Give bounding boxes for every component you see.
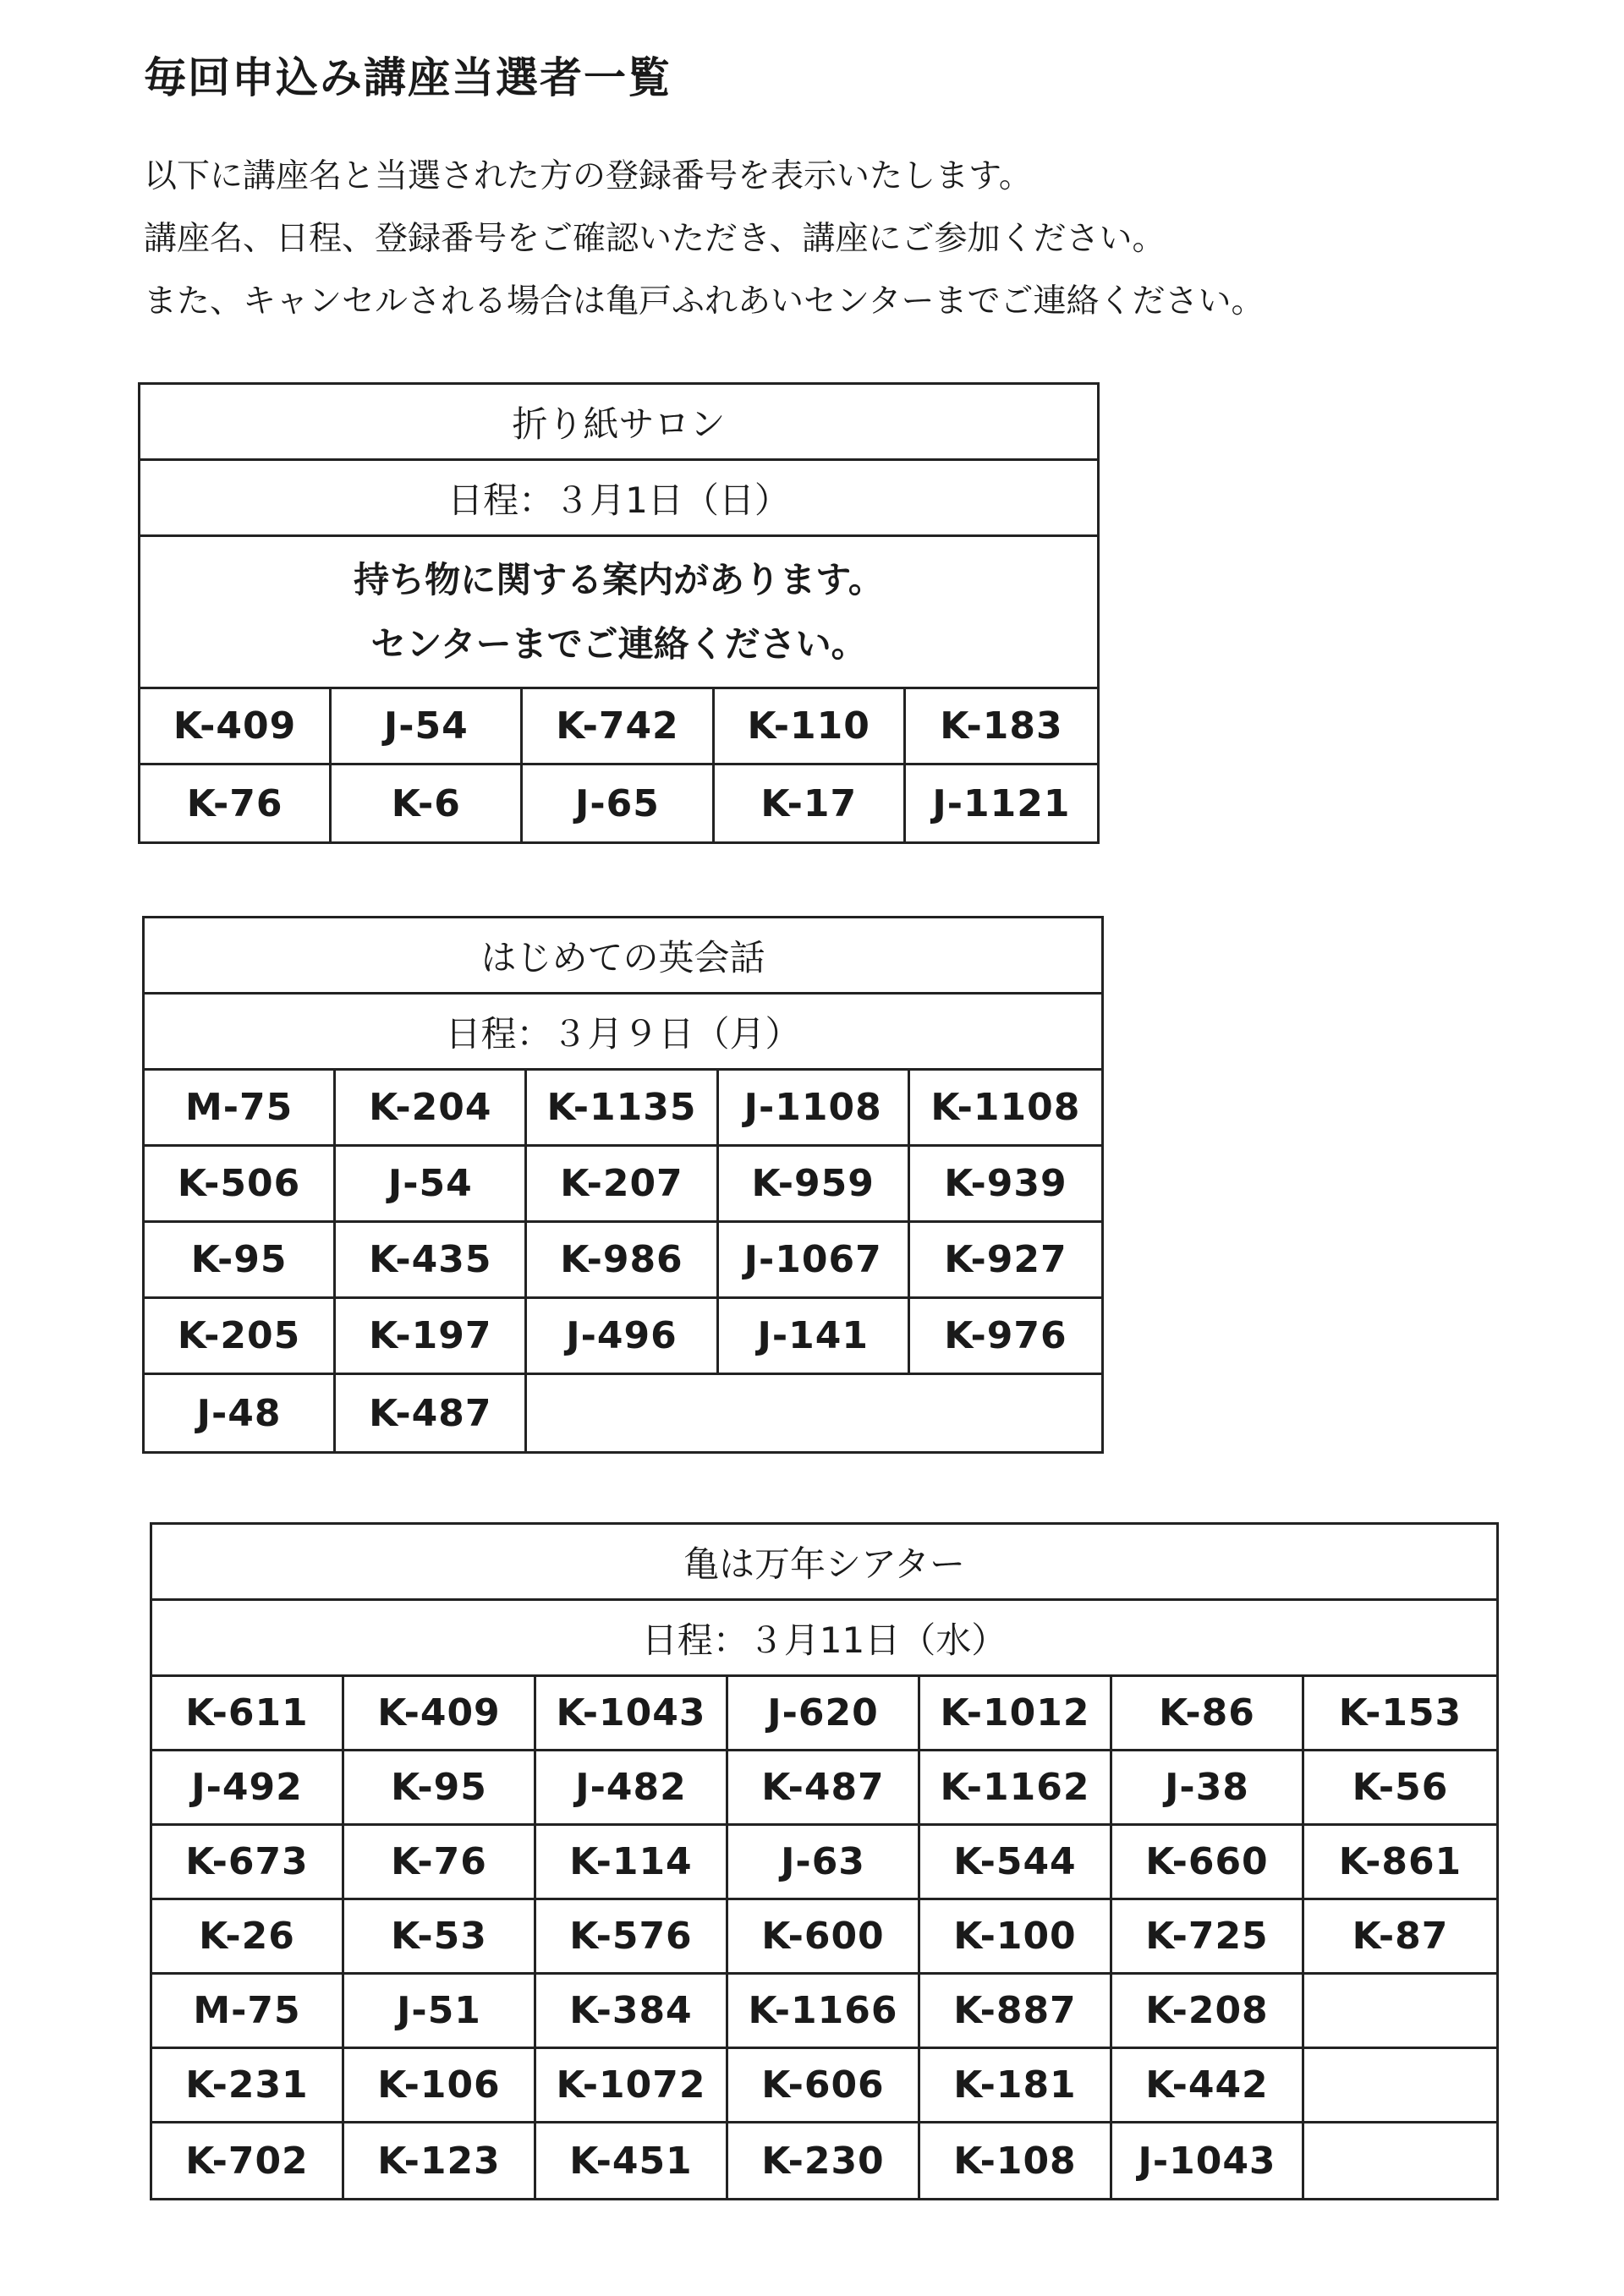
empty-cell bbox=[1304, 2049, 1496, 2123]
course-table-english bbox=[142, 916, 1104, 1454]
course-schedule: 日程：３月1日（日） bbox=[140, 461, 1097, 537]
registration-number-grid bbox=[145, 1071, 1101, 1451]
registration-number: K-123 bbox=[344, 2123, 536, 2198]
course-table-theater bbox=[150, 1522, 1499, 2200]
empty-cell bbox=[1304, 1975, 1496, 2049]
registration-number: J-1043 bbox=[1112, 2123, 1304, 2198]
registration-number: K-106 bbox=[344, 2049, 536, 2123]
registration-number: K-544 bbox=[920, 1826, 1112, 1900]
registration-number: K-1135 bbox=[527, 1071, 718, 1147]
intro-line-2: 講座名、日程、登録番号をご確認いただき、講座にご参加ください。 bbox=[144, 220, 1166, 258]
course-note-line-1: 持ち物に関する案内があります。 bbox=[354, 558, 884, 600]
course-schedule: 日程：３月９日（月） bbox=[145, 995, 1101, 1071]
registration-number: K-861 bbox=[1304, 1826, 1496, 1900]
intro-line-1: 以下に講座名と当選された方の登録番号を表示いたします。 bbox=[144, 157, 1032, 195]
registration-number: K-1012 bbox=[920, 1677, 1112, 1751]
registration-number: K-204 bbox=[336, 1071, 527, 1147]
registration-number: J-63 bbox=[728, 1826, 920, 1900]
page-title: 毎回申込み講座当選者一覧 bbox=[144, 53, 672, 102]
registration-number: K-181 bbox=[920, 2049, 1112, 2123]
course-name: はじめての英会話 bbox=[145, 918, 1101, 995]
registration-number: J-620 bbox=[728, 1677, 920, 1751]
registration-number: K-887 bbox=[920, 1975, 1112, 2049]
registration-number: K-205 bbox=[145, 1299, 336, 1375]
registration-number: K-114 bbox=[536, 1826, 728, 1900]
registration-number: K-673 bbox=[152, 1826, 344, 1900]
registration-number: K-725 bbox=[1112, 1900, 1304, 1975]
registration-number: K-26 bbox=[152, 1900, 344, 1975]
registration-number: K-76 bbox=[344, 1826, 536, 1900]
registration-number: K-939 bbox=[910, 1147, 1101, 1223]
registration-number: K-576 bbox=[536, 1900, 728, 1975]
registration-number: K-231 bbox=[152, 2049, 344, 2123]
registration-number: K-76 bbox=[140, 765, 332, 841]
registration-number: K-1072 bbox=[536, 2049, 728, 2123]
registration-number: K-435 bbox=[336, 1223, 527, 1299]
registration-number: J-51 bbox=[344, 1975, 536, 2049]
registration-number: K-506 bbox=[145, 1147, 336, 1223]
registration-number: K-95 bbox=[145, 1223, 336, 1299]
registration-number: J-482 bbox=[536, 1751, 728, 1826]
registration-number: J-54 bbox=[336, 1147, 527, 1223]
registration-number: J-65 bbox=[523, 765, 714, 841]
registration-number: K-409 bbox=[140, 689, 332, 765]
registration-number: K-1108 bbox=[910, 1071, 1101, 1147]
registration-number: K-53 bbox=[344, 1900, 536, 1975]
registration-number: K-56 bbox=[1304, 1751, 1496, 1826]
course-name: 亀は万年シアター bbox=[152, 1525, 1496, 1601]
registration-number: K-6 bbox=[332, 765, 523, 841]
registration-number: K-442 bbox=[1112, 2049, 1304, 2123]
registration-number-grid bbox=[140, 689, 1097, 841]
registration-number: K-959 bbox=[719, 1147, 910, 1223]
registration-number: J-38 bbox=[1112, 1751, 1304, 1826]
registration-number: J-48 bbox=[145, 1375, 336, 1451]
registration-number: K-100 bbox=[920, 1900, 1112, 1975]
registration-number: K-183 bbox=[906, 689, 1097, 765]
registration-number: K-207 bbox=[527, 1147, 718, 1223]
registration-number: K-1043 bbox=[536, 1677, 728, 1751]
registration-number: K-208 bbox=[1112, 1975, 1304, 2049]
intro-text bbox=[144, 145, 1264, 333]
registration-number: K-487 bbox=[728, 1751, 920, 1826]
registration-number: K-1166 bbox=[728, 1975, 920, 2049]
course-name: 折り紙サロン bbox=[140, 385, 1097, 461]
registration-number: K-153 bbox=[1304, 1677, 1496, 1751]
registration-number: J-1121 bbox=[932, 781, 1071, 825]
course-schedule: 日程：３月11日（水） bbox=[152, 1601, 1496, 1677]
registration-number: K-606 bbox=[728, 2049, 920, 2123]
registration-number: K-384 bbox=[536, 1975, 728, 2049]
registration-number: M-75 bbox=[145, 1071, 336, 1147]
registration-number: J-54 bbox=[332, 689, 523, 765]
registration-number: K-86 bbox=[1112, 1677, 1304, 1751]
intro-line-3: また、キャンセルされる場合は亀戸ふれあいセンターまでご連絡ください。 bbox=[144, 282, 1265, 321]
registration-number: K-742 bbox=[523, 689, 714, 765]
registration-number: J-1108 bbox=[719, 1071, 910, 1147]
registration-number: K-986 bbox=[527, 1223, 718, 1299]
registration-number-grid bbox=[152, 1677, 1496, 2198]
registration-number: K-487 bbox=[336, 1375, 527, 1451]
registration-number: J-492 bbox=[152, 1751, 344, 1826]
course-note bbox=[140, 537, 1097, 689]
registration-number: K-702 bbox=[152, 2123, 344, 2198]
registration-number: K-451 bbox=[536, 2123, 728, 2198]
registration-number: K-108 bbox=[920, 2123, 1112, 2198]
registration-number: K-95 bbox=[344, 1751, 536, 1826]
registration-number: K-600 bbox=[728, 1900, 920, 1975]
registration-number: J-496 bbox=[527, 1299, 718, 1375]
registration-number: K-927 bbox=[910, 1223, 1101, 1299]
registration-number: K-409 bbox=[344, 1677, 536, 1751]
registration-number: K-611 bbox=[152, 1677, 344, 1751]
registration-number: K-110 bbox=[715, 689, 906, 765]
registration-number: K-1162 bbox=[920, 1751, 1112, 1826]
registration-number: J-141 bbox=[719, 1299, 910, 1375]
course-table-origami bbox=[138, 382, 1100, 844]
registration-number: K-87 bbox=[1304, 1900, 1496, 1975]
registration-number: K-976 bbox=[910, 1299, 1101, 1375]
registration-number: K-17 bbox=[715, 765, 906, 841]
registration-number: K-660 bbox=[1112, 1826, 1304, 1900]
registration-number: M-75 bbox=[152, 1975, 344, 2049]
registration-number: J-1067 bbox=[719, 1223, 910, 1299]
empty-cell bbox=[1304, 2123, 1496, 2198]
registration-number: K-197 bbox=[336, 1299, 527, 1375]
registration-number: K-230 bbox=[728, 2123, 920, 2198]
course-note-line-2: センターまでご連絡ください。 bbox=[370, 622, 867, 665]
